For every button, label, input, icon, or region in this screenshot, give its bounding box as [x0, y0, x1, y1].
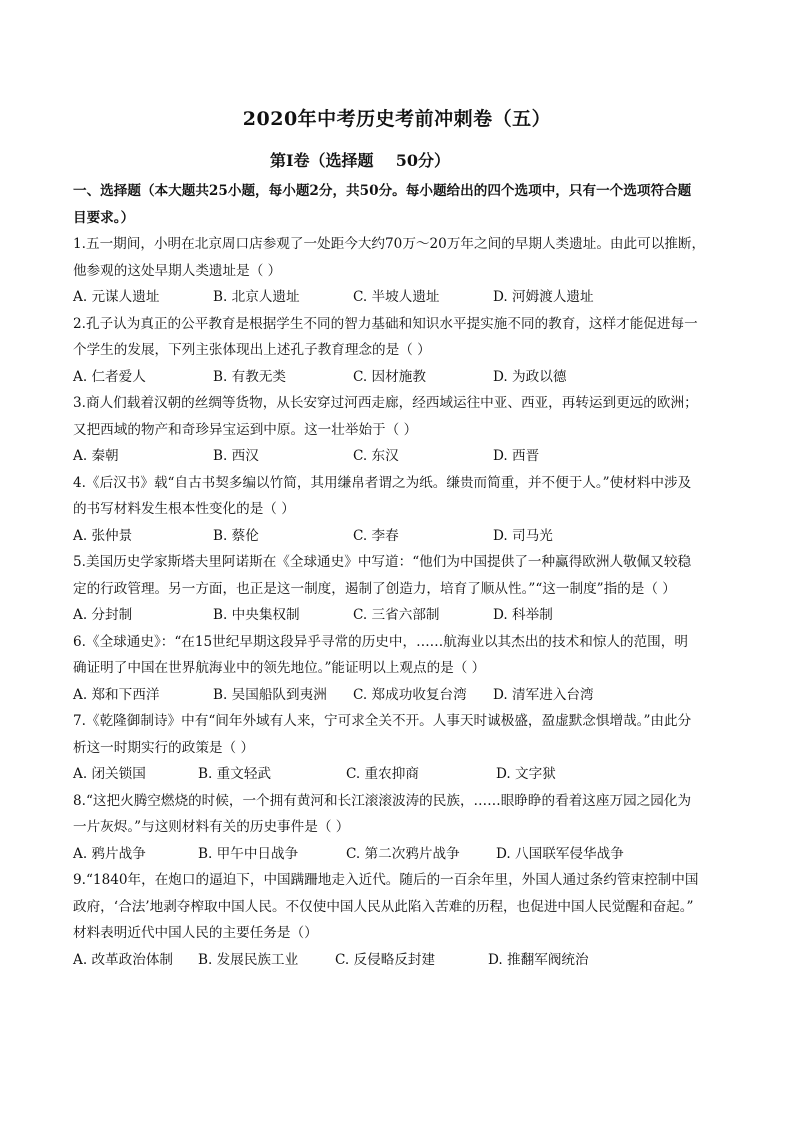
section-subtitle: 第Ⅰ卷（选择题 50分） — [270, 151, 451, 170]
question-9 — [73, 867, 733, 973]
question-text: 政府，‘合法’地剥夺榨取中国人民。不仅使中国人民从此陷入苦难的历程，也促进中国人民觉醒和奋起。” — [73, 898, 694, 915]
question-text: 析这一时期实行的政策是（ ） — [73, 739, 255, 756]
option-b[interactable]: B. 发展民族工业 — [198, 951, 299, 968]
option-b[interactable]: B. 中央集权制 — [213, 607, 300, 623]
question-text: 1.五一期间，小明在北京周口店参观了一处距今大约70万～20万年之间的早期人类遗址。由此可以推断， — [73, 236, 706, 252]
question-text: 个学生的发展，下列主张体现出上述孔子教育理念的是（ ） — [73, 342, 431, 358]
question-options — [73, 841, 733, 868]
question-1 — [73, 231, 733, 311]
option-a[interactable]: A. 仁者爱人 — [73, 368, 146, 385]
option-b[interactable]: B. 重文轻武 — [198, 766, 272, 782]
option-a[interactable]: A. 鸦片战争 — [73, 845, 146, 862]
question-text: 又把西域的物产和奇珍异宝运到中原。这一壮举始于（ ） — [73, 421, 418, 438]
option-a[interactable]: A. 元谋人遗址 — [73, 289, 160, 305]
option-d[interactable]: D. 清军进入台湾 — [493, 686, 594, 703]
question-options — [73, 761, 733, 788]
question-text: 8.“这把火腾空燃烧的时候，一个拥有黄河和长江滚滚波涛的民族，……眼睁睁的看着这座万园之园化为 — [73, 792, 692, 809]
option-d[interactable]: D. 八国联军侵华战争 — [496, 845, 624, 862]
option-b[interactable]: B. 甲午中日战争 — [198, 845, 299, 862]
option-d[interactable]: D. 为政以德 — [493, 368, 567, 385]
question-3 — [73, 390, 733, 470]
question-text: 3.商人们载着汉朝的丝绸等货物，从长安穿过河西走廊，经西域运往中亚、西亚，再转运到更远的欧洲； — [73, 395, 698, 411]
option-d[interactable]: D. 河姆渡人遗址 — [493, 289, 594, 305]
question-6 — [73, 629, 733, 709]
question-text: 确证明了中国在世界航海业中的领先地位。”能证明以上观点的是（ ） — [73, 660, 486, 676]
option-d[interactable]: D. 推翻军阀统治 — [488, 951, 589, 968]
question-options — [73, 523, 733, 550]
option-a[interactable]: A. 分封制 — [73, 607, 133, 623]
option-c[interactable]: C. 半坡人遗址 — [353, 289, 440, 305]
option-b[interactable]: B. 西汉 — [213, 448, 259, 464]
option-a[interactable]: A. 闭关锁国 — [73, 766, 146, 782]
question-text: 4.《后汉书》载“自古书契多编以竹简，其用缣帛者谓之为纸。缣贵而简重，并不便于人。”使材料中涉及 — [73, 474, 692, 491]
option-d[interactable]: D. 文字狱 — [496, 766, 556, 782]
question-text: 5.美国历史学家斯塔夫里阿诺斯在《全球通史》中写道：“他们为中国提供了一种赢得欧洲人敬佩又较稳 — [73, 554, 692, 570]
option-d[interactable]: D. 西晋 — [493, 448, 540, 464]
question-5 — [73, 549, 733, 629]
question-text: 材料表明近代中国人民的主要任务是（） — [73, 925, 318, 941]
option-c[interactable]: C. 三省六部制 — [353, 607, 440, 623]
question-text: 他参观的这处早期人类遗址是（ ） — [73, 262, 282, 279]
question-options — [73, 364, 733, 391]
option-a[interactable]: A. 张仲景 — [73, 527, 133, 544]
exam-content — [73, 178, 733, 973]
question-8 — [73, 788, 733, 868]
question-options — [73, 682, 733, 709]
question-text: 2.孔子认为真正的公平教育是根据学生不同的智力基础和知识水平提实施不同的教育，这样才能促进每一 — [73, 315, 698, 332]
question-options — [73, 947, 733, 974]
option-b[interactable]: B. 北京人遗址 — [213, 289, 300, 305]
option-b[interactable]: B. 吴国船队到夷洲 — [213, 686, 327, 703]
option-c[interactable]: C. 第二次鸦片战争 — [346, 845, 460, 862]
question-text: 6.《全球通史》：“在15世纪早期这段异乎寻常的历史中，……航海业以其杰出的技术和惊人的范围，明 — [73, 633, 688, 650]
section-instruction-cont: 目要求。） — [73, 209, 135, 226]
option-c[interactable]: C. 因材施教 — [353, 368, 426, 385]
question-7 — [73, 708, 733, 788]
option-d[interactable]: D. 科举制 — [493, 607, 553, 623]
section-instruction: 一、选择题（本大题共25小题，每小题2分，共50分。每小题给出的四个选项中，只有一个选项符合题 — [73, 183, 692, 199]
option-c[interactable]: C. 反侵略反封建 — [335, 951, 436, 968]
option-a[interactable]: A. 改革政治体制 — [73, 951, 174, 968]
option-c[interactable]: C. 东汉 — [353, 448, 399, 464]
question-text: 7.《乾隆御制诗》中有“间年外域有人来，宁可求全关不开。人事天时诚极盛，盈虚默念惧增哉。”由此分 — [73, 713, 692, 729]
option-c[interactable]: C. 郑成功收复台湾 — [353, 686, 467, 703]
question-text: 一片灰烬。”与这则材料有关的历史事件是（ ） — [73, 819, 350, 835]
question-2 — [73, 311, 733, 391]
question-4 — [73, 470, 733, 550]
page-title: 2020年中考历史考前冲刺卷（五） — [242, 108, 552, 130]
option-c[interactable]: C. 重农抑商 — [346, 766, 419, 782]
question-text: 定的行政管理。另一方面，也正是这一制度，遏制了创造力，培育了顺从性。”“这一制度”指的是（ ） — [73, 580, 676, 597]
option-a[interactable]: A. 秦朝 — [73, 448, 119, 464]
option-c[interactable]: C. 李春 — [353, 527, 399, 544]
question-options — [73, 284, 733, 311]
question-text: 9.“1840年，在炮口的逼迫下，中国蹒跚地走入近代。随后的一百余年里，外国人通过条约管束控制中国 — [73, 872, 699, 888]
option-a[interactable]: A. 郑和下西洋 — [73, 686, 160, 703]
option-b[interactable]: B. 蔡伦 — [213, 527, 259, 544]
option-b[interactable]: B. 有教无类 — [213, 368, 287, 385]
question-options — [73, 602, 733, 629]
question-text: 的书写材料发生根本性变化的是（ ） — [73, 501, 295, 517]
question-options — [73, 443, 733, 470]
option-d[interactable]: D. 司马光 — [493, 527, 553, 544]
